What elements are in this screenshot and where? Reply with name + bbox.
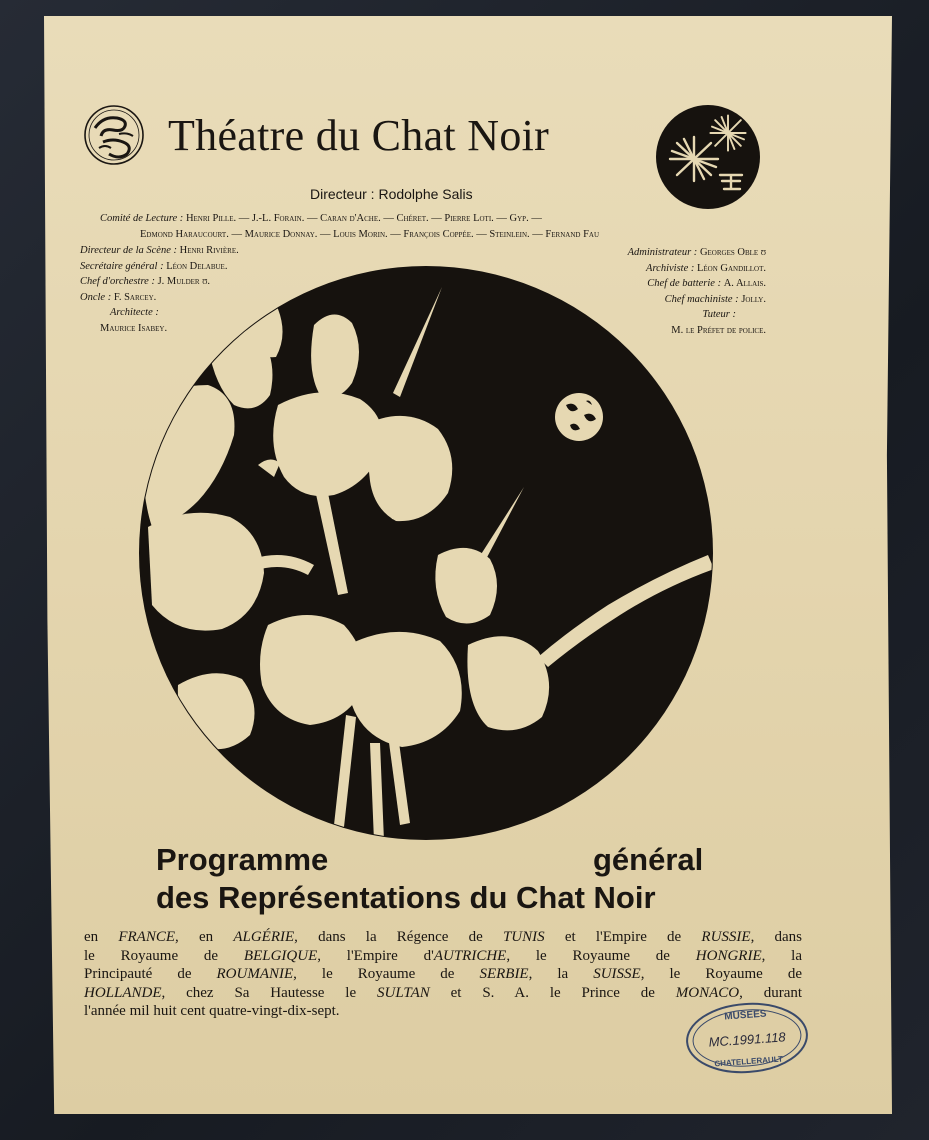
countries-line-2 [84, 947, 802, 966]
credit-label: Chef machiniste : [664, 293, 739, 305]
country-name: ROUMANIE [216, 966, 294, 982]
countries-line-3 [84, 965, 802, 984]
text-fragment: , le Royaume de [293, 966, 455, 982]
text-fragment: , dans [750, 929, 802, 945]
credit-label: Chef d'orchestre : [80, 276, 155, 288]
credit-name: Jolly. [741, 293, 766, 305]
text-fragment: en [84, 929, 99, 945]
iris-moon-woodcut [138, 262, 714, 841]
country-name: SERBIE [479, 966, 529, 982]
credit-name: F. Sarcey. [113, 291, 157, 303]
credit-label: Secrétaire général : [80, 260, 164, 272]
comite-line-1 [100, 211, 542, 227]
credit-label: Tuteur : [702, 309, 736, 321]
text-fragment: le Royaume de [84, 947, 219, 964]
credit-name: Léon Gandillot. [696, 262, 766, 274]
credit-label: Chef de batterie : [647, 278, 722, 290]
comite-label: Comité de Lecture : [100, 213, 184, 224]
country-name: SULTAN [377, 984, 430, 1001]
text-fragment: et S. A. le Prince de [450, 984, 655, 1001]
countries-line-1 [84, 928, 802, 947]
country-name: SUISSE [593, 966, 641, 982]
right-emblem-icon [654, 103, 762, 211]
credit-label: Archiviste : [646, 262, 695, 274]
country-name: TUNIS [502, 929, 545, 945]
text-fragment: , la [528, 966, 569, 982]
programme-title-line-1 [156, 842, 704, 878]
text-fragment: l'année mil huit cent quatre-vingt-dix-sept. [84, 1003, 340, 1019]
country-name: HOLLANDE [84, 984, 162, 1001]
text-fragment: Principauté de [84, 966, 192, 982]
text-fragment: , la [761, 947, 802, 964]
comite-names-2: Edmond Haraucourt. — Maurice Donnay. — Louis Morin. — François Coppée. — Steinlein. — Fernand Fau [140, 229, 600, 240]
text-fragment: , le Royaume de [640, 966, 802, 982]
credit-row [560, 245, 766, 261]
page-title: Théatre du Chat Noir [168, 111, 550, 160]
credit-label: Administrateur : [627, 247, 698, 258]
comite-line-2 [140, 227, 599, 243]
country-name: MONACO [675, 984, 740, 1001]
text-fragment: et l'Empire de [564, 929, 682, 945]
text-fragment: , le Royaume de [506, 947, 670, 964]
text-fragment: , l'Empire d' [317, 947, 434, 964]
country-name: FRANCE [118, 929, 176, 945]
credit-name: M. le Préfet de police. [671, 324, 766, 336]
credit-name: Georges Oble ʊ [699, 247, 766, 258]
stamp-number: MC.1991.118 [708, 1029, 787, 1050]
country-name: AUTRICHE [433, 947, 507, 964]
country-name: HONGRIE [695, 947, 762, 964]
country-name: RUSSIE [701, 929, 751, 945]
comite-names-1: Henri Pille. — J.-L. Forain. — Caran d'Ache. — Chéret. — Pierre Loti. — Gyp. — [185, 213, 542, 224]
moon-icon [555, 393, 603, 441]
country-name: BELGIQUE [243, 947, 318, 964]
credit-name: Maurice Isabey. [100, 322, 168, 334]
programme-word: Programme [156, 842, 329, 877]
credit-name: Henri Rivière. [179, 245, 239, 256]
credit-label: Oncle : [80, 291, 112, 303]
text-fragment: , durant [739, 984, 803, 1001]
credit-row [80, 243, 239, 259]
museum-stamp [683, 998, 811, 1078]
left-emblem-icon [83, 104, 145, 166]
general-word: général [593, 842, 704, 877]
credit-label: Architecte : [110, 307, 159, 319]
director-line: Directeur : Rodolphe Salis [310, 186, 473, 202]
text-fragment: , dans la Régence de [294, 929, 483, 945]
country-name: ALGÉRIE [233, 929, 295, 945]
stamp-top-text: MUSEES [723, 1008, 767, 1023]
text-fragment: , chez Sa Hautesse le [161, 984, 357, 1001]
credit-name: Léon Delabue. [166, 260, 228, 272]
programme-title-line-2: des Représentations du Chat Noir [156, 880, 656, 915]
credit-name: A. Allais. [723, 278, 766, 290]
stamp-bottom-text: CHATELLERAULT [714, 1054, 784, 1069]
credit-label: Directeur de la Scène : [80, 245, 177, 256]
credit-name: J. Mulder ʊ. [157, 276, 211, 288]
text-fragment: , en [175, 929, 214, 945]
